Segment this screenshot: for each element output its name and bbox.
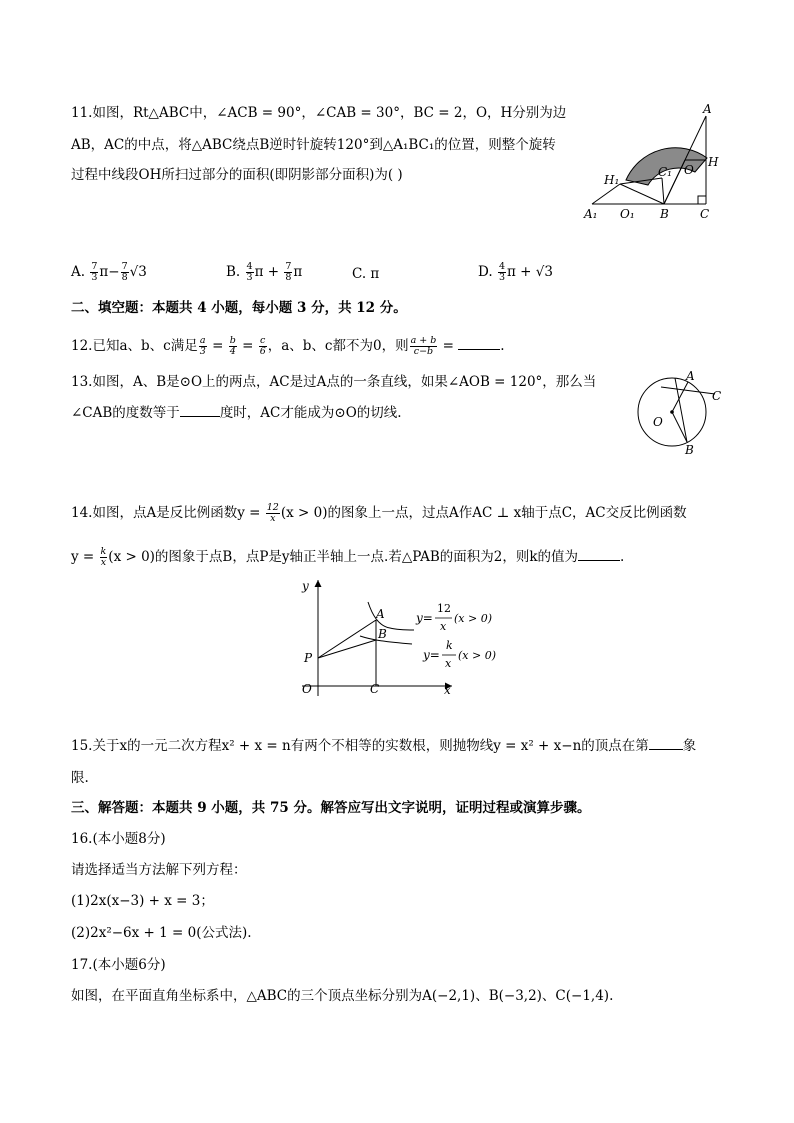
q11-label-O: O <box>684 163 694 177</box>
q14-label-A: A <box>376 607 385 621</box>
q11-label-O1: O₁ <box>620 207 635 221</box>
q14-figure <box>290 574 520 700</box>
q13-label-C: C <box>712 389 722 403</box>
q15-line-1: 15.关于x的一元二次方程x² + x = n有两个不相等的实数根，则抛物线y = x² + x−n的顶点在第 象 <box>71 738 697 754</box>
q15-answer-blank[interactable] <box>649 749 683 750</box>
q14-label-P: P <box>304 651 313 665</box>
q11-label-H: H <box>708 155 719 169</box>
q13-answer-blank[interactable] <box>180 416 220 417</box>
q14-answer-blank[interactable] <box>578 560 620 561</box>
q11-label-A1: A₁ <box>584 207 598 221</box>
q14-line-1: 14.如图，点A是反比例函数y = $\frac{12}{x}$ (x > 0)的图象上一点，过点A作AC ⊥ x轴于点C，AC交反比例函数 <box>71 502 687 524</box>
q11-label-C1: C₁ <box>658 165 672 179</box>
q14-line-2: y = $\frac{k}{x}$ (x > 0)的图象于点B，点P是y轴正半轴上一点.若△PAB的面积为2，则k的值为 . <box>71 546 625 568</box>
q11-option-a[interactable]: A. $\frac{7}{3}$ π− $\frac{7}{8}$ √3 <box>71 261 147 283</box>
q11-line-2: AB，AC的中点，将△ABC绕点B逆时针旋转120°到△A₁BC₁的位置，则整个旋转 <box>71 137 556 153</box>
q14-label-C: C <box>370 682 380 696</box>
q15-line-2: 限. <box>71 770 89 786</box>
q14-eq2-num: k <box>446 639 453 652</box>
q14-eq1-num: 12 <box>437 602 451 615</box>
q11-option-d[interactable]: D. $\frac{4}{3}$ π + √3 <box>478 261 553 283</box>
q16-prompt: 请选择适当方法解下列方程： <box>71 862 247 878</box>
q14-eq2-prefix: y= <box>423 648 440 662</box>
q11-line-3: 过程中线段OH所扫过部分的面积(即阴影部分面积)为( ) <box>71 167 403 183</box>
q14-eq2-cond: (x > 0) <box>458 649 496 662</box>
q17-title: 17.(本小题6分) <box>71 957 166 973</box>
q11-label-C: C <box>700 207 710 221</box>
section-2-heading: 二、填空题：本题共 4 小题，每小题 3 分，共 12 分。 <box>71 300 407 316</box>
q14-label-B: B <box>378 627 387 641</box>
q14-eq1-cond: (x > 0) <box>454 612 492 625</box>
q11-option-b[interactable]: B. $\frac{4}{3}$ π + $\frac{7}{8}$ π <box>226 261 303 283</box>
q11-label-A: A <box>703 102 712 116</box>
q12-answer-blank[interactable] <box>458 349 500 350</box>
q16-title: 16.(本小题8分) <box>71 831 166 847</box>
q14-eq1-den: x <box>440 620 447 633</box>
q11-label-B: B <box>660 207 669 221</box>
q13-figure <box>625 365 735 460</box>
q14-eq2-den: x <box>445 657 452 670</box>
q14-label-y: y <box>302 579 309 593</box>
q13-line-2: ∠CAB的度数等于 度时，AC才能成为⊙O的切线. <box>71 405 402 421</box>
q14-eq1-prefix: y= <box>416 611 433 625</box>
q16-part-2: (2)2x²−6x + 1 = 0(公式法). <box>71 925 252 941</box>
q11-figure <box>580 100 730 225</box>
q11-option-c[interactable]: C. π <box>352 266 380 282</box>
q14-label-x: x <box>444 683 451 697</box>
q13-line-1: 13.如图，A、B是⊙O上的两点，AC是过A点的一条直线，如果∠AOB = 120°，那么当 <box>71 374 597 390</box>
section-3-heading: 三、解答题：本题共 9 小题，共 75 分。解答应写出文字说明，证明过程或演算步骤。 <box>71 800 591 816</box>
q12: 12.已知a、b、c满足 $\frac{a}{3}$ = $\frac{b}{4}$ = $\frac{c}{6}$ ，a、b、c都不为0，则 $\frac{a + b}{c-b}$ = . <box>71 335 505 357</box>
q14-label-O: O <box>302 682 312 696</box>
q11-label-H1: H₁ <box>604 173 620 187</box>
q13-label-A: A <box>686 369 695 383</box>
q13-label-O: O <box>653 415 663 429</box>
q17-prompt: 如图，在平面直角坐标系中，△ABC的三个顶点坐标分别为A(−2,1)、B(−3,2)、C(−1,4). <box>71 988 614 1004</box>
q11-line-1: 11.如图，Rt△ABC中，∠ACB = 90°，∠CAB = 30°，BC = 2，O，H分别为边 <box>71 105 567 121</box>
q13-label-B: B <box>685 443 694 457</box>
q16-part-1: (1)2x(x−3) + x = 3； <box>71 893 214 909</box>
